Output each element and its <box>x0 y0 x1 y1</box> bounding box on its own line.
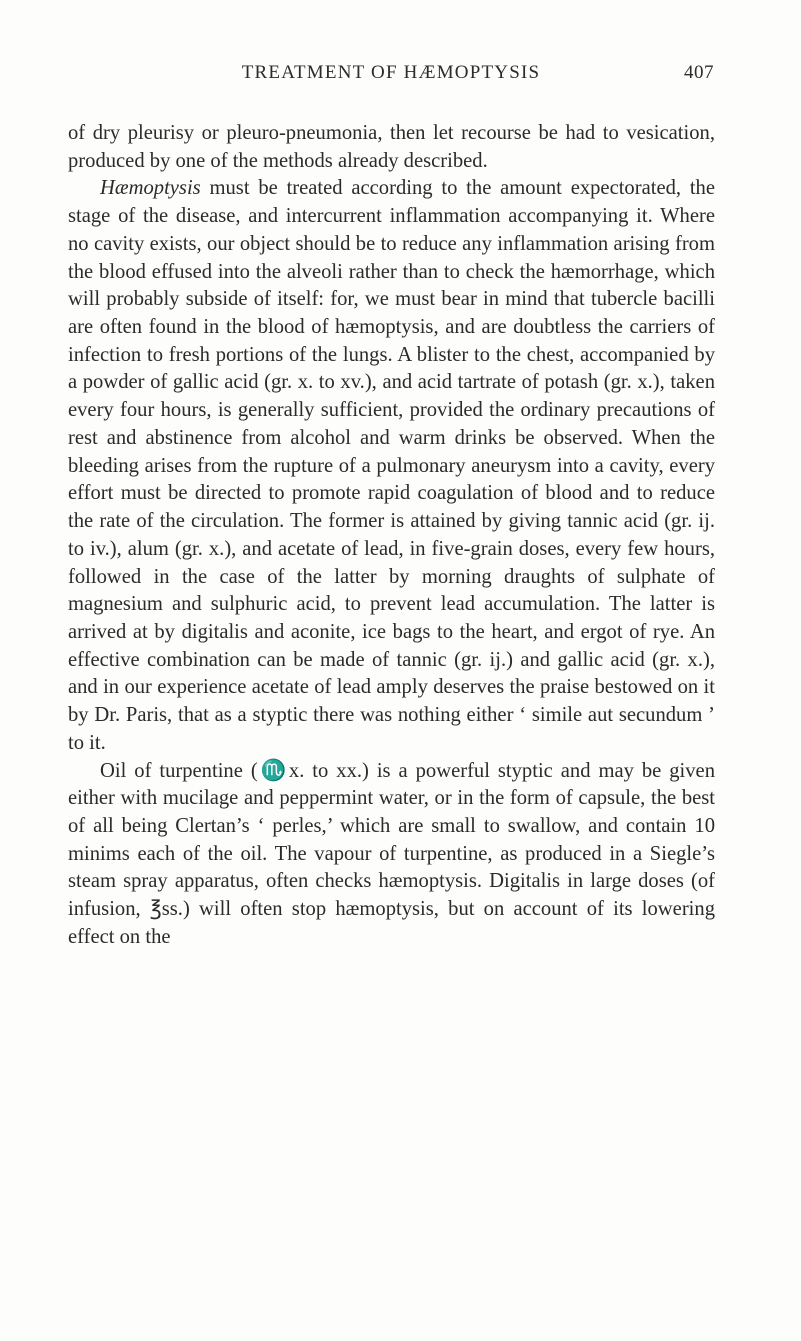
running-title: TREATMENT OF HÆMOPTYSIS <box>241 62 541 83</box>
paragraph-continuation: of dry pleurisy or pleuro-pneumonia, then let recourse be had to vesication, produced by one of the methods already described. <box>68 122 715 172</box>
paragraph-turpentine: Oil of turpentine (♏x. to xx.) is a powerful styptic and may be given either with mucilage and peppermint water, or in the form of capsule, the best of all being Clertan’s ‘ perles,’ which are small to swallow, and contain 10 minims each of the oil. The vapour of turpentine, as produced in a Siegle’s steam spray apparatus, often checks hæmoptysis. Digitalis in large doses (of infusion, ℥ss.) will often stop hæmoptysis, but on account of its lowering effect on the <box>68 759 715 948</box>
paragraph-haemoptysis <box>68 175 715 757</box>
page-number: 407 <box>684 62 714 83</box>
running-head <box>68 62 714 92</box>
paragraph-text: must be treated according to the amount expectorated, the stage of the disease, and intercurrent inflammation accompanying it. Where no cavity exists, our object should be to reduce any inflammation arising from the blood effused into the alveoli rather than to check the hæmorrhage, which will probably subside of itself: for, we must bear in mind that tubercle bacilli are often found in the blood of hæmoptysis, and are doubtless the carriers of infection to fresh portions of the lungs. A blister to the chest, accompanied by a powder of gallic acid (gr. x. to xv.), and acid tartrate of potash (gr. x.), taken every four hours, is generally sufficient, provided the ordinary precautions of rest and abstinence from alcohol and warm drinks be observed. When the bleeding arises from the rupture of a pulmonary aneurysm into a cavity, every effort must be directed to promote rapid coagulation of blood and to reduce the rate of the circulation. The former is attained by giving tannic acid (gr. ij. to iv.), alum (gr. x.), and acetate of lead, in five-grain doses, every few hours, followed in the case of the latter by morning draughts of sulphate of magnesium and sulphuric acid, to prevent lead accumulation. The latter is arrived at by digitalis and aconite, ice bags to the heart, and ergot of rye. An effective combination can be made of tannic (gr. ij.) and gallic acid (gr. x.), and in our experience acetate of lead amply deserves the praise bestowed on it by Dr. Paris, that as a styptic there was nothing either ‘ simile aut secundum ’ to it. <box>68 177 715 754</box>
body-text <box>68 120 715 952</box>
italic-term: Hæmoptysis <box>100 177 201 200</box>
